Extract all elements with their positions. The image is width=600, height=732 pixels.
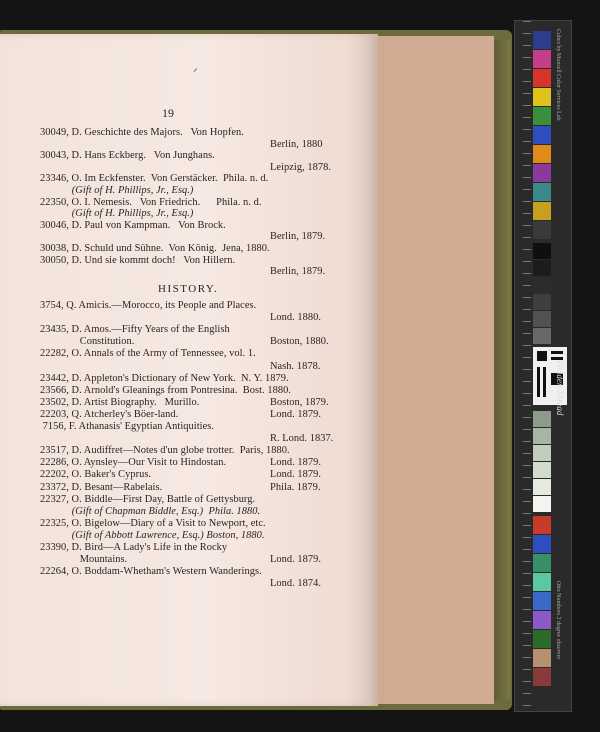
entry-text: 22203, Q. Atcherley's Böer-land.	[40, 408, 179, 420]
color-patch	[533, 479, 551, 495]
entry-line	[40, 197, 261, 209]
page-stack	[378, 36, 494, 704]
entry-place-date: Lond. 1880.	[270, 312, 322, 324]
color-patch	[533, 69, 551, 87]
ruler-scale	[523, 21, 531, 711]
color-patch	[533, 516, 551, 534]
checker-label-bottom: Otto Numbers 2 degree observer	[555, 581, 561, 660]
entry-place-date: Leipzig, 1878.	[270, 161, 332, 173]
entry-line	[40, 518, 266, 530]
entry-text: 22325, O. Bigelow—Diary of a Visit to Newport, etc.	[40, 517, 266, 529]
entry-line	[40, 409, 340, 421]
color-patch	[533, 183, 551, 201]
entry-text: 30046, D. Paul von Kampman. Von Brock.	[40, 219, 226, 231]
color-patch	[533, 462, 551, 478]
color-patch	[533, 50, 551, 68]
entry-place-date: R. Lond. 1837.	[270, 433, 334, 445]
entry-text: 23372, D. Besant—Rabelais.	[40, 481, 163, 493]
color-patch	[533, 611, 551, 629]
color-patch	[533, 221, 551, 239]
entry-place-date: Lond. 1879.	[270, 408, 322, 420]
entry-line	[40, 127, 244, 139]
entry-line	[40, 173, 268, 185]
color-patch	[533, 243, 551, 259]
entry-line	[40, 482, 340, 494]
entry-line	[40, 208, 193, 220]
color-patch	[533, 328, 551, 344]
color-patch	[533, 445, 551, 461]
entry-line	[40, 542, 227, 554]
color-patch	[533, 630, 551, 648]
color-patch	[533, 554, 551, 572]
color-patch	[533, 411, 551, 427]
color-patch	[533, 668, 551, 686]
entry-text: 3754, Q. Amicis.—Morocco, its People and Places.	[40, 300, 257, 311]
book-spine-edge	[494, 40, 510, 700]
color-patch	[533, 88, 551, 106]
entry-line	[40, 554, 340, 566]
section-heading: HISTORY.	[158, 283, 219, 295]
entry-line	[40, 150, 215, 162]
entry-place-date: Berlin, 1880	[270, 138, 323, 150]
entry-place-date: Berlin, 1879.	[270, 266, 326, 278]
entry-text: (Gift of H. Phillips, Jr., Esq.)	[40, 208, 194, 220]
color-patch	[533, 496, 551, 512]
entry-text: 30038, D. Schuld und Sühne. Von König. Jena, 1880.	[40, 243, 270, 254]
pencil-mark: ᐟ	[193, 67, 198, 79]
entry-place-date: Berlin, 1879.	[270, 231, 326, 243]
entry-line	[40, 397, 340, 409]
entry-text: 23517, D. Audiffret—Notes d'un globe trotter. Paris, 1880.	[40, 445, 290, 457]
entry-text: 22286, O. Aynsley—Our Visit to Hindostan.	[40, 457, 227, 469]
entry-text: 7156, F. Athanasis' Egyptian Antiquities.	[40, 421, 215, 432]
entry-text: (Gift of Chapman Biddle, Esq.) Phila. 1880.	[40, 505, 261, 517]
color-patch	[533, 202, 551, 220]
entry-text: Mountains.	[40, 554, 128, 566]
entry-place-date: Lond. 1879.	[270, 457, 322, 469]
entry-place-date: Boston, 1880.	[270, 336, 329, 348]
entry-text: 23566, D. Arnold's Gleanings from Pontresina. Bost. 1880.	[40, 384, 291, 396]
entry-line	[40, 373, 289, 385]
entry-line	[40, 385, 291, 397]
color-patch	[533, 535, 551, 553]
color-patch	[533, 107, 551, 125]
entry-line	[40, 336, 340, 348]
entry-place-date: Phila. 1879.	[270, 481, 321, 493]
color-patch	[533, 260, 551, 276]
entry-text: 22264, O. Boddam-Whetham's Western Wanderings.	[40, 566, 262, 578]
entry-text: 22202, O. Baker's Cyprus.	[40, 469, 152, 481]
entry-line	[40, 457, 340, 469]
color-patch	[533, 592, 551, 610]
entry-place-date: Lond. 1874.	[270, 578, 322, 590]
entry-line	[40, 530, 265, 542]
entry-text: 23442, D. Appleton's Dictionary of New York. N. Y. 1879.	[40, 372, 289, 384]
entry-place-date: Boston, 1879.	[270, 396, 329, 408]
page-number: 19	[162, 106, 174, 120]
entry-text: 23390, D. Bird—A Lady's Life in the Rocky	[40, 542, 228, 553]
entry-line	[40, 324, 230, 336]
color-checker-strip	[514, 20, 572, 712]
color-patch	[533, 277, 551, 293]
entry-place-date: Lond. 1879.	[270, 554, 322, 566]
entry-line	[40, 185, 193, 197]
entry-line	[40, 348, 256, 360]
color-patch	[533, 428, 551, 444]
entry-line	[40, 243, 270, 255]
entry-line	[40, 220, 226, 232]
entry-line	[40, 469, 340, 481]
entry-line	[40, 255, 235, 267]
entry-line	[40, 445, 290, 457]
checker-label-top: Cubes by Munsell Color Services Lab	[555, 29, 561, 121]
entry-text: (Gift of H. Phillips, Jr., Esq.)	[40, 185, 194, 196]
entry-line	[40, 566, 262, 578]
checker-target-label: Golden Thread	[555, 361, 565, 416]
entry-text: 22327, O. Biddle—First Day, Battle of Gettysburg.	[40, 493, 256, 505]
color-patch	[533, 573, 551, 591]
entry-line	[40, 421, 214, 433]
entry-text: 23435, D. Amos.—Fifty Years of the English	[40, 324, 230, 336]
color-patch	[533, 294, 551, 310]
color-patch	[533, 145, 551, 163]
entry-text: 22350, O. I. Nemesis. Von Friedrich. Phila. n. d.	[40, 196, 262, 208]
entry-line	[40, 506, 260, 518]
entry-text: 22282, O. Annals of the Army of Tennessee, vol. 1.	[40, 348, 256, 360]
color-patch	[533, 311, 551, 327]
color-patch	[533, 649, 551, 667]
entry-text: 23502, D. Artist Biography. Murillo.	[40, 396, 200, 408]
entry-text: (Gift of Abbott Lawrence, Esq.) Boston, 1880.	[40, 529, 265, 541]
entry-text: Constitution.	[40, 336, 135, 348]
entry-place-date: Lond. 1879.	[270, 469, 322, 481]
color-patch	[533, 126, 551, 144]
entry-place-date: Nash. 1878.	[270, 360, 321, 372]
entry-text: 30043, D. Hans Eckberg. Von Junghans.	[40, 150, 215, 162]
entry-line	[40, 494, 255, 506]
color-patch	[533, 31, 551, 49]
entry-text: 30049, D. Geschichte des Majors. Von Hopfen.	[40, 127, 244, 138]
entry-text: 30050, D. Und sie kommt doch! Von Hillern.	[40, 254, 236, 266]
entry-line	[40, 300, 256, 312]
color-patch	[533, 164, 551, 182]
entry-text: 23346, O. Im Eckfenster. Von Gerstäcker. Phila. n. d.	[40, 173, 269, 185]
